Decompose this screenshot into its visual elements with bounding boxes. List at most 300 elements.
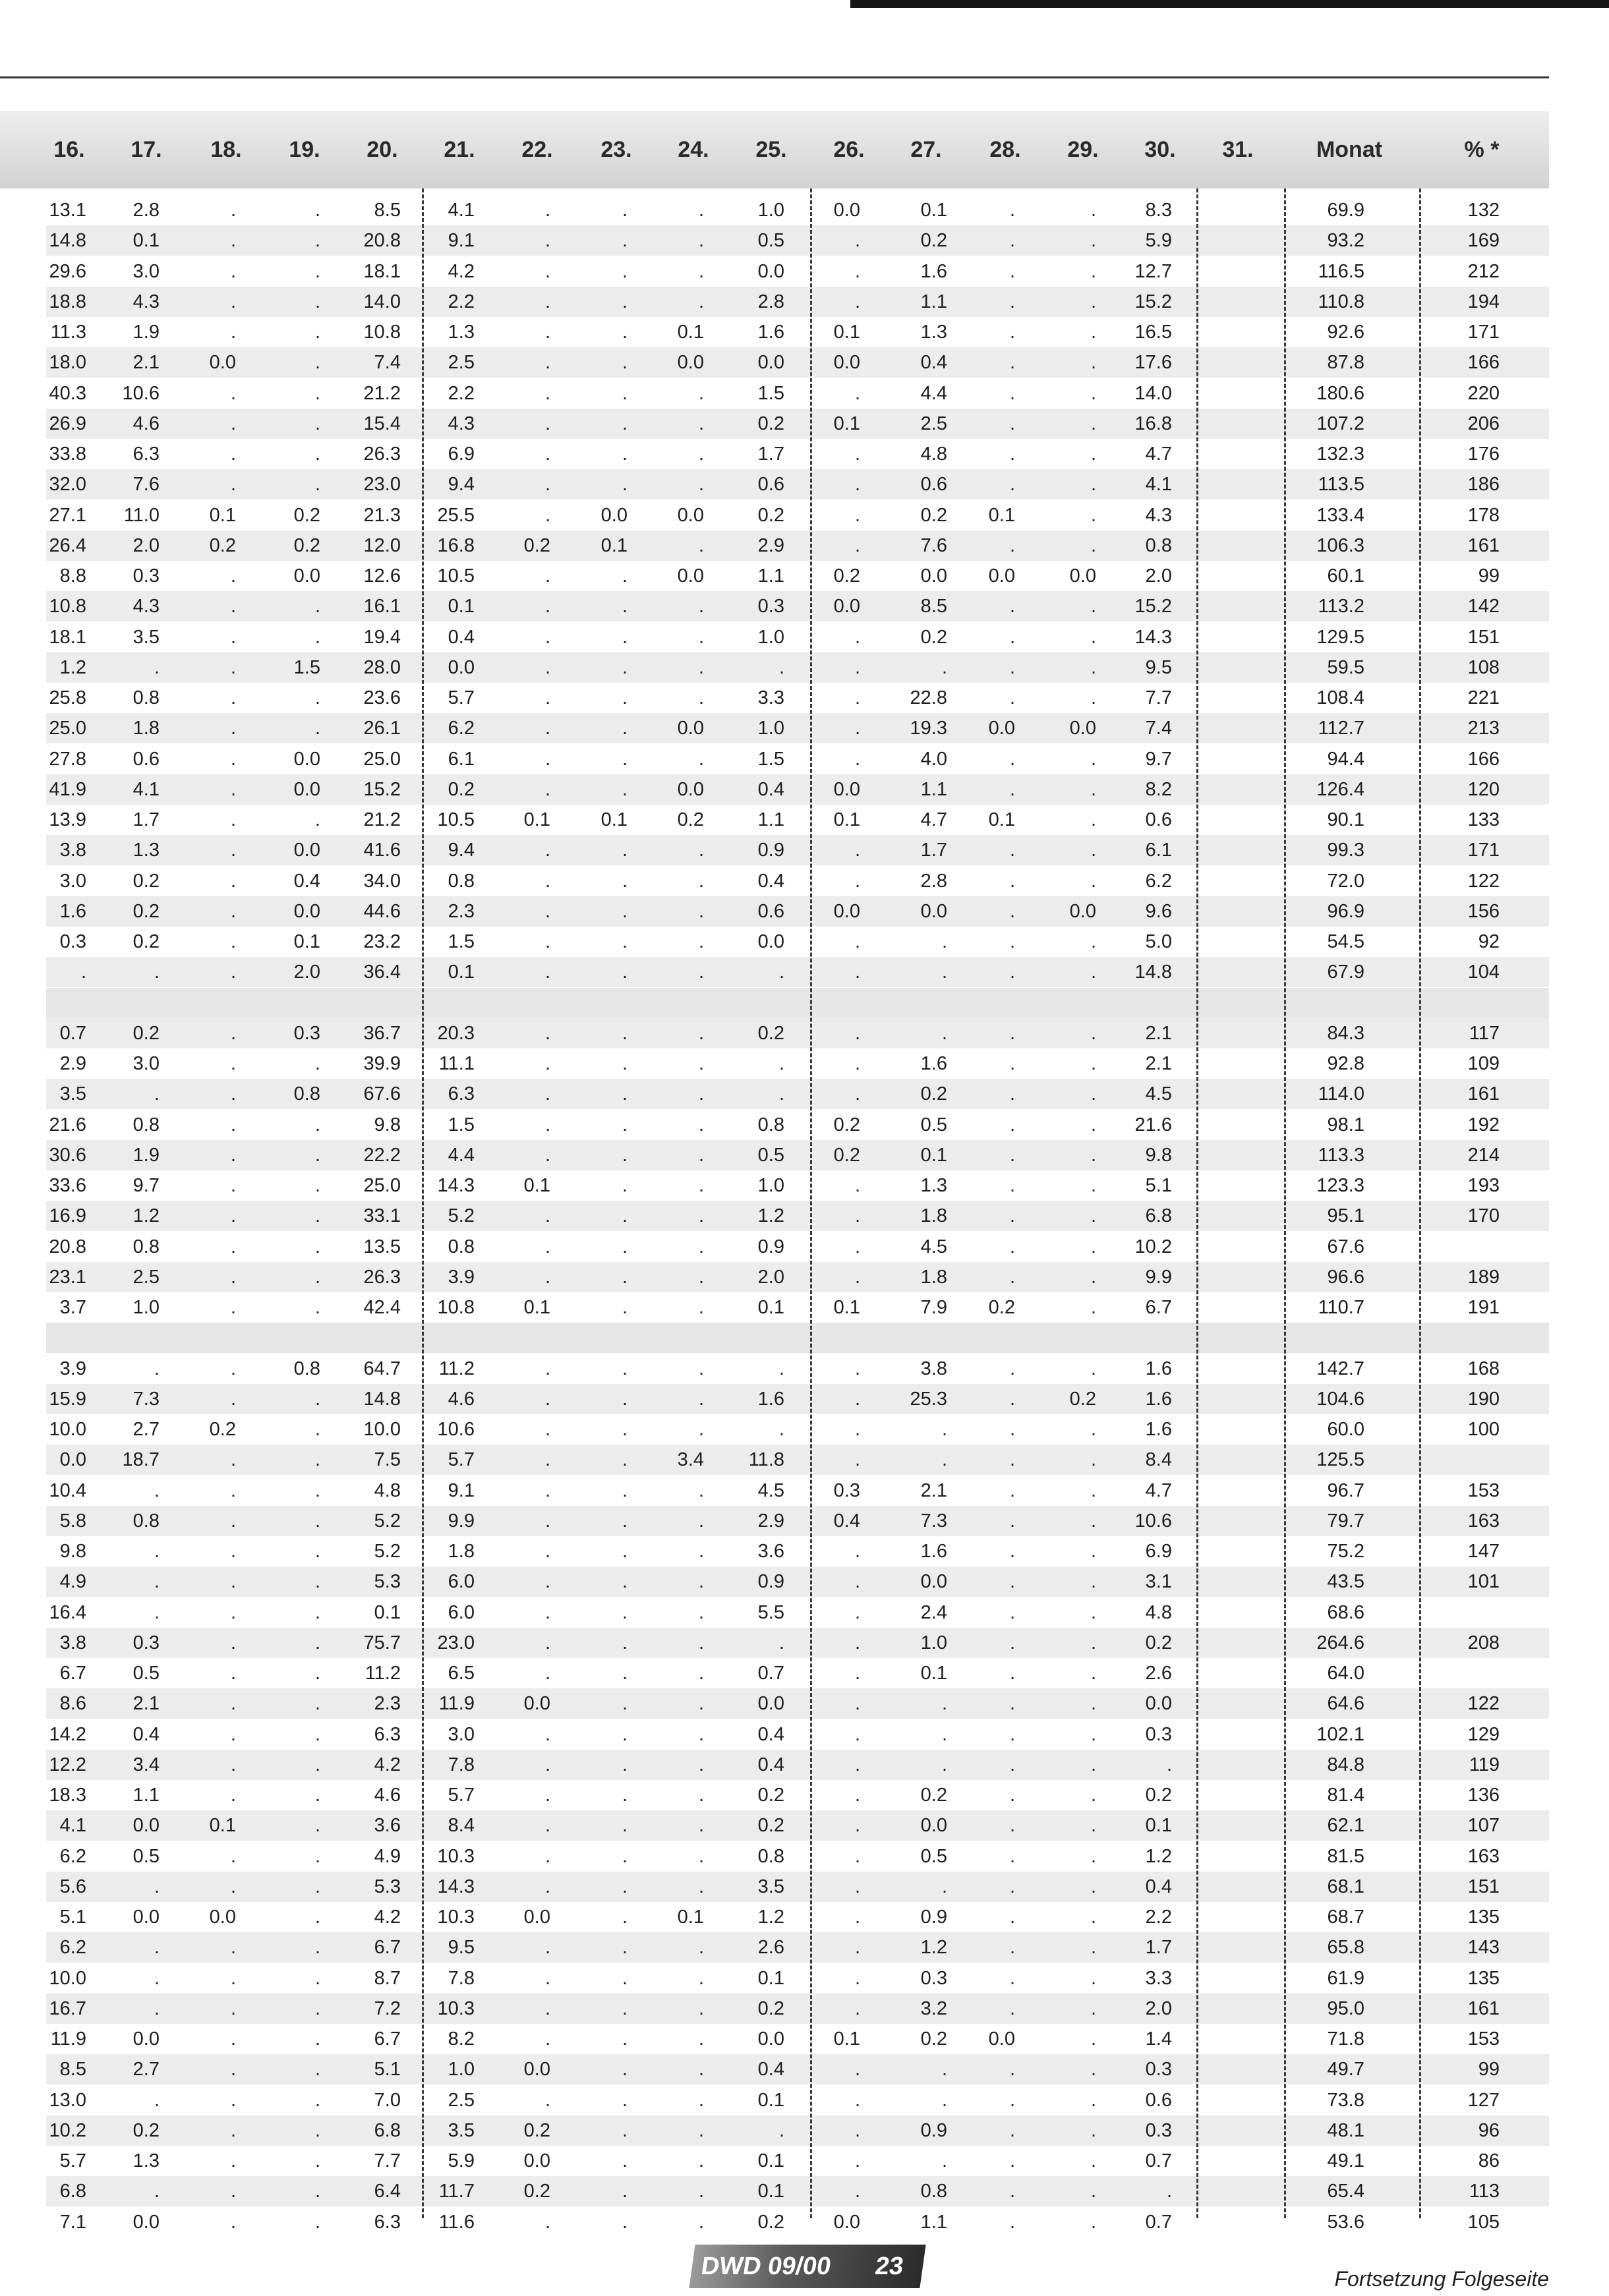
- table-row: [46, 683, 1549, 713]
- table-cell: 0.6: [920, 474, 947, 496]
- table-cell: 2.1: [1145, 1022, 1172, 1044]
- table-cell: .: [544, 474, 550, 496]
- table-cell: .: [854, 382, 860, 404]
- table-cell: 1.1: [132, 1785, 160, 1806]
- table-cell: 142.7: [1316, 1358, 1364, 1379]
- table-cell: 11.1: [438, 1053, 475, 1074]
- table-cell: .: [1090, 1876, 1096, 1897]
- table-row: [46, 1566, 1549, 1597]
- table-cell: .: [698, 1876, 704, 1897]
- table-cell: 0.0: [523, 2059, 550, 2081]
- publication-badge: [689, 2245, 925, 2288]
- table-cell: 26.9: [49, 413, 86, 434]
- table-cell: .: [1090, 2028, 1096, 2050]
- table-cell: 18.0: [49, 352, 86, 374]
- table-cell: .: [544, 504, 550, 526]
- table-cell: .: [698, 413, 704, 434]
- table-cell: 0.4: [132, 1723, 160, 1745]
- table-cell: .: [698, 1967, 704, 1989]
- table-cell: 1.1: [920, 778, 947, 800]
- table-cell: .: [544, 565, 550, 587]
- table-cell: .: [1166, 1754, 1172, 1775]
- table-cell: .: [1009, 1083, 1015, 1105]
- table-cell: .: [1090, 1601, 1096, 1623]
- table-row: [46, 1354, 1549, 1384]
- table-cell: 4.3: [1145, 504, 1172, 526]
- table-cell: .: [1009, 596, 1015, 617]
- table-cell: 10.3: [437, 1907, 475, 1928]
- table-cell: .: [854, 534, 860, 556]
- table-cell: 0.0: [677, 352, 704, 374]
- table-cell: 67.6: [363, 1083, 401, 1105]
- table-cell: 0.3: [920, 1967, 947, 1989]
- table-cell: .: [698, 1632, 704, 1653]
- table-cell: 3.0: [132, 1053, 160, 1074]
- table-cell: [1173, 317, 1246, 347]
- table-cell: .: [544, 230, 550, 252]
- table-cell: 60.0: [1327, 1419, 1364, 1440]
- table-cell: .: [1009, 413, 1015, 434]
- table-cell: .: [544, 961, 550, 983]
- table-row: [46, 713, 1549, 743]
- table-cell: .: [1090, 1754, 1096, 1775]
- table-cell: .: [314, 1388, 320, 1410]
- table-cell: .: [230, 382, 236, 404]
- table-cell: 7.4: [374, 352, 401, 374]
- table-cell: 0.1: [600, 534, 628, 556]
- table-cell: 0.0: [293, 778, 320, 800]
- table-cell: .: [314, 444, 320, 465]
- table-cell: 1.5: [293, 656, 320, 678]
- table-cell: 0.4: [920, 352, 947, 374]
- table-cell: 9.8: [1145, 1144, 1172, 1166]
- table-cell: .: [778, 1419, 784, 1440]
- table-cell: 0.3: [132, 565, 160, 587]
- table-cell: [1173, 835, 1246, 865]
- table-cell: .: [941, 2059, 947, 2081]
- table-cell: 26.3: [363, 444, 401, 465]
- table-cell: .: [544, 382, 550, 404]
- table-cell: 6.3: [374, 1723, 401, 1745]
- table-cell: 3.6: [374, 1815, 401, 1837]
- table-cell: .: [544, 1785, 550, 1806]
- table-cell: 109: [1467, 1053, 1500, 1074]
- table-cell: 212: [1467, 260, 1500, 282]
- table-cell: .: [1009, 961, 1015, 983]
- table-cell: .: [314, 2028, 320, 2050]
- table-row: [46, 896, 1549, 927]
- table-cell: .: [230, 1967, 236, 1989]
- table-cell: 0.6: [1145, 2089, 1172, 2111]
- table-cell: 1.6: [920, 1053, 947, 1074]
- table-cell: 0.0: [132, 1907, 160, 1928]
- table-cell: 2.6: [757, 1937, 784, 1959]
- table-cell: 0.0: [1069, 718, 1096, 739]
- table-cell: .: [230, 200, 236, 221]
- table-row: [46, 927, 1549, 957]
- table-cell: 32.0: [49, 474, 86, 496]
- table-cell: 2.7: [132, 1419, 160, 1440]
- table-cell: .: [1009, 900, 1015, 922]
- table-cell: 4.9: [59, 1571, 86, 1593]
- table-cell: .: [622, 1419, 628, 1440]
- table-cell: .: [544, 1205, 550, 1227]
- table-cell: .: [1090, 1297, 1096, 1318]
- table-cell: .: [622, 1785, 628, 1806]
- table-cell: 25.0: [363, 748, 401, 770]
- table-cell: 7.8: [448, 1754, 475, 1775]
- table-cell: .: [622, 1449, 628, 1471]
- table-cell: 2.1: [132, 1693, 160, 1715]
- table-cell: .: [314, 596, 320, 617]
- table-cell: 14.0: [363, 291, 401, 312]
- table-cell: 1.3: [920, 322, 947, 343]
- table-cell: .: [698, 382, 704, 404]
- table-cell: .: [854, 870, 860, 892]
- table-cell: .: [622, 1876, 628, 1897]
- table-cell: .: [1090, 1815, 1096, 1837]
- table-cell: 6.3: [448, 1083, 475, 1105]
- table-cell: 0.1: [523, 1175, 550, 1196]
- table-cell: .: [622, 1967, 628, 1989]
- table-cell: 0.2: [920, 1785, 947, 1806]
- table-cell: 49.7: [1327, 2059, 1364, 2081]
- table-cell: 54.5: [1327, 931, 1364, 952]
- table-cell: 2.0: [1145, 1997, 1172, 2019]
- table-cell: 104: [1467, 961, 1500, 983]
- table-cell: 6.7: [1145, 1297, 1172, 1318]
- table-cell: 36.7: [363, 1022, 401, 1044]
- table-cell: 147: [1467, 1541, 1500, 1562]
- table-cell: .: [1090, 1236, 1096, 1257]
- table-cell: 0.1: [132, 230, 160, 252]
- table-cell: [1173, 1963, 1246, 1994]
- table-cell: .: [622, 2181, 628, 2202]
- table-cell: .: [1009, 870, 1015, 892]
- table-cell: .: [622, 687, 628, 708]
- table-cell: 26.4: [49, 534, 86, 556]
- table-cell: 3.6: [757, 1541, 784, 1562]
- table-cell: .: [622, 656, 628, 678]
- column-divider-25-26: [810, 188, 812, 2218]
- table-cell: 1.1: [757, 809, 784, 830]
- table-cell: 11.2: [438, 1358, 475, 1379]
- table-cell: 113: [1469, 2181, 1500, 2202]
- table-cell: .: [1009, 1175, 1015, 1196]
- table-cell: .: [854, 718, 860, 739]
- table-cell: [1173, 652, 1246, 683]
- table-cell: 75.2: [1327, 1541, 1364, 1562]
- table-cell: 15.2: [1134, 291, 1172, 312]
- table-cell: 41.6: [363, 840, 401, 861]
- table-cell: 96.6: [1327, 1266, 1364, 1288]
- table-cell: 1.1: [920, 291, 947, 312]
- table-cell: [1173, 805, 1246, 835]
- table-cell: 142: [1467, 596, 1500, 617]
- table-cell: .: [230, 2028, 236, 2050]
- table-cell: 29.6: [49, 260, 86, 282]
- table-cell: 178: [1467, 504, 1500, 526]
- table-cell: .: [230, 1723, 236, 1745]
- table-cell: 2.4: [920, 1601, 947, 1623]
- table-row: [46, 2115, 1549, 2146]
- table-cell: .: [544, 900, 550, 922]
- table-cell: .: [1009, 1937, 1015, 1959]
- table-cell: 11.6: [438, 2211, 475, 2233]
- table-cell: 0.2: [833, 1144, 860, 1166]
- table-cell: .: [622, 778, 628, 800]
- table-cell: [1173, 2085, 1246, 2115]
- table-cell: 132: [1467, 200, 1500, 221]
- table-cell: 8.2: [1145, 778, 1172, 800]
- table-cell: 0.4: [757, 1754, 784, 1775]
- table-cell: 11.2: [365, 1663, 401, 1684]
- table-cell: 0.1: [833, 809, 860, 830]
- table-cell: 0.0: [293, 840, 320, 861]
- table-cell: 110.7: [1318, 1297, 1364, 1318]
- table-cell: .: [941, 1723, 947, 1745]
- table-cell: 17.6: [1134, 352, 1172, 374]
- table-cell: 7.8: [448, 1967, 475, 1989]
- table-cell: 0.0: [833, 352, 860, 374]
- table-cell: .: [230, 2059, 236, 2081]
- table-cell: 3.5: [59, 1083, 86, 1105]
- table-cell: 0.2: [757, 413, 784, 434]
- table-cell: 4.5: [757, 1479, 784, 1501]
- table-cell: .: [544, 413, 550, 434]
- table-cell: .: [230, 1937, 236, 1959]
- table-cell: .: [854, 961, 860, 983]
- table-cell: .: [622, 1388, 628, 1410]
- table-cell: .: [314, 1785, 320, 1806]
- table-cell: .: [778, 1358, 784, 1379]
- table-cell: .: [1009, 2119, 1015, 2141]
- table-cell: 0.9: [920, 1907, 947, 1928]
- table-cell: [1173, 500, 1246, 531]
- table-cell: .: [314, 1144, 320, 1166]
- table-cell: 12.6: [363, 565, 401, 587]
- table-cell: 26.1: [363, 718, 401, 739]
- table-cell: .: [154, 656, 160, 678]
- table-cell: .: [1090, 931, 1096, 952]
- column-header: 28.: [989, 137, 1021, 162]
- table-cell: .: [854, 230, 860, 252]
- table-cell: 0.0: [677, 718, 704, 739]
- section-separator-row: [46, 1323, 1549, 1353]
- table-row: [46, 1232, 1549, 1262]
- table-cell: [1173, 683, 1246, 713]
- page-number: 23: [873, 2253, 906, 2280]
- table-cell: 126.4: [1316, 778, 1364, 800]
- table-cell: .: [622, 1997, 628, 2019]
- table-cell: .: [230, 1876, 236, 1897]
- table-cell: .: [698, 1358, 704, 1379]
- table-cell: .: [80, 961, 86, 983]
- table-cell: [1173, 744, 1246, 774]
- column-header: Monat: [1316, 137, 1383, 162]
- table-cell: .: [1009, 260, 1015, 282]
- table-cell: .: [230, 1845, 236, 1867]
- table-cell: 104.6: [1316, 1388, 1364, 1410]
- table-cell: 7.7: [1145, 687, 1172, 708]
- table-cell: [1173, 287, 1246, 317]
- table-cell: 110.8: [1318, 291, 1364, 312]
- table-cell: 0.1: [523, 809, 550, 830]
- table-cell: .: [1090, 1907, 1096, 1928]
- table-cell: 11.0: [123, 504, 160, 526]
- table-cell: 6.3: [132, 444, 160, 465]
- table-cell: 156: [1467, 900, 1500, 922]
- table-cell: .: [1009, 1663, 1015, 1684]
- table-row: [46, 1841, 1549, 1872]
- column-header: 23.: [600, 137, 632, 162]
- table-cell: 12.2: [49, 1754, 86, 1775]
- table-cell: 0.0: [293, 900, 320, 922]
- table-cell: 2.0: [1145, 565, 1172, 587]
- table-cell: .: [622, 200, 628, 221]
- table-cell: 1.3: [132, 2150, 160, 2171]
- table-cell: 1.0: [132, 1297, 160, 1318]
- table-cell: .: [230, 1571, 236, 1593]
- table-cell: .: [854, 1907, 860, 1928]
- table-cell: 2.9: [59, 1053, 86, 1074]
- table-cell: 14.0: [1134, 382, 1172, 404]
- table-cell: .: [544, 687, 550, 708]
- table-cell: 4.6: [132, 413, 160, 434]
- table-cell: .: [230, 596, 236, 617]
- table-cell: 0.9: [920, 2119, 947, 2141]
- table-cell: 9.9: [1145, 1266, 1172, 1288]
- table-cell: [1173, 622, 1246, 652]
- table-cell: .: [230, 1022, 236, 1044]
- table-cell: .: [698, 291, 704, 312]
- table-cell: 0.0: [920, 900, 947, 922]
- table-cell: .: [230, 1358, 236, 1379]
- table-cell: .: [622, 1266, 628, 1288]
- table-cell: .: [314, 1541, 320, 1562]
- table-cell: .: [622, 2028, 628, 2050]
- column-header: 17.: [131, 137, 162, 162]
- table-cell: .: [544, 931, 550, 952]
- table-cell: 96: [1478, 2119, 1500, 2141]
- table-cell: 53.6: [1327, 2211, 1364, 2233]
- table-cell: 60.1: [1327, 565, 1364, 587]
- table-cell: 0.1: [600, 809, 628, 830]
- table-cell: 81.5: [1327, 1845, 1364, 1867]
- table-cell: 67.9: [1327, 961, 1364, 983]
- table-cell: [1173, 378, 1246, 409]
- table-cell: .: [314, 2089, 320, 2111]
- table-cell: 7.4: [1145, 718, 1172, 739]
- table-cell: 169: [1467, 230, 1500, 252]
- table-cell: .: [622, 352, 628, 374]
- table-row: [46, 439, 1549, 469]
- table-row: [46, 1750, 1549, 1780]
- table-cell: 192: [1467, 1114, 1500, 1135]
- table-cell: 11.8: [748, 1449, 784, 1471]
- table-cell: 0.4: [833, 1510, 860, 1532]
- table-cell: .: [230, 444, 236, 465]
- table-row: [46, 531, 1549, 561]
- table-cell: 135: [1467, 1967, 1500, 1989]
- table-cell: .: [698, 1479, 704, 1501]
- table-cell: 0.0: [757, 260, 784, 282]
- table-cell: .: [1009, 1053, 1015, 1074]
- table-cell: 2.1: [920, 1479, 947, 1501]
- table-cell: 106.3: [1316, 534, 1364, 556]
- table-cell: .: [698, 1266, 704, 1288]
- table-cell: .: [854, 1845, 860, 1867]
- table-cell: 0.0: [1069, 900, 1096, 922]
- table-cell: .: [622, 474, 628, 496]
- table-cell: [1173, 1688, 1246, 1719]
- table-cell: .: [314, 626, 320, 648]
- table-cell: .: [1090, 1449, 1096, 1471]
- table-cell: 75.7: [363, 1632, 401, 1653]
- table-cell: .: [854, 2150, 860, 2171]
- table-cell: .: [1009, 2059, 1015, 2081]
- table-cell: [1173, 2054, 1246, 2084]
- table-cell: 16.8: [437, 534, 475, 556]
- table-cell: .: [314, 1449, 320, 1471]
- table-cell: 0.0: [677, 565, 704, 587]
- table-cell: 69.9: [1327, 200, 1364, 221]
- table-cell: 0.2: [757, 1997, 784, 2019]
- table-row: [46, 1963, 1549, 1994]
- table-cell: .: [1090, 2059, 1096, 2081]
- table-cell: 87.8: [1327, 352, 1364, 374]
- table-cell: 1.8: [132, 718, 160, 739]
- table-cell: 3.4: [677, 1449, 704, 1471]
- table-cell: 0.1: [833, 413, 860, 434]
- table-cell: 0.6: [757, 900, 784, 922]
- table-cell: .: [854, 260, 860, 282]
- table-cell: 4.9: [374, 1845, 401, 1867]
- table-cell: .: [230, 1601, 236, 1623]
- table-cell: .: [854, 1449, 860, 1471]
- table-cell: 119: [1469, 1754, 1500, 1775]
- table-cell: 10.0: [49, 1967, 86, 1989]
- table-row: [46, 1110, 1549, 1140]
- table-cell: 0.2: [920, 230, 947, 252]
- table-cell: 190: [1467, 1388, 1500, 1410]
- table-cell: 16.9: [49, 1205, 86, 1227]
- table-cell: 0.3: [59, 931, 86, 952]
- table-cell: 14.3: [437, 1175, 475, 1196]
- table-cell: 5.7: [448, 1449, 475, 1471]
- table-cell: .: [1009, 1754, 1015, 1775]
- table-cell: .: [314, 1663, 320, 1684]
- table-cell: 0.0: [757, 2028, 784, 2050]
- table-cell: 0.2: [132, 870, 160, 892]
- table-cell: 0.3: [1145, 2059, 1172, 2081]
- table-cell: 7.1: [59, 2211, 86, 2233]
- table-cell: 113.2: [1318, 596, 1364, 617]
- table-row: [46, 469, 1549, 500]
- table-cell: .: [230, 1632, 236, 1653]
- table-cell: .: [854, 1815, 860, 1837]
- table-cell: 4.0: [920, 748, 947, 770]
- table-cell: 5.1: [1145, 1175, 1172, 1196]
- table-row: [46, 652, 1549, 683]
- table-cell: 168: [1467, 1358, 1500, 1379]
- table-cell: 25.0: [49, 718, 86, 739]
- table-cell: 10.0: [363, 1419, 401, 1440]
- table-cell: .: [622, 1053, 628, 1074]
- table-cell: 16.8: [1134, 413, 1172, 434]
- table-cell: 0.1: [677, 1907, 704, 1928]
- table-cell: .: [1166, 2181, 1172, 2202]
